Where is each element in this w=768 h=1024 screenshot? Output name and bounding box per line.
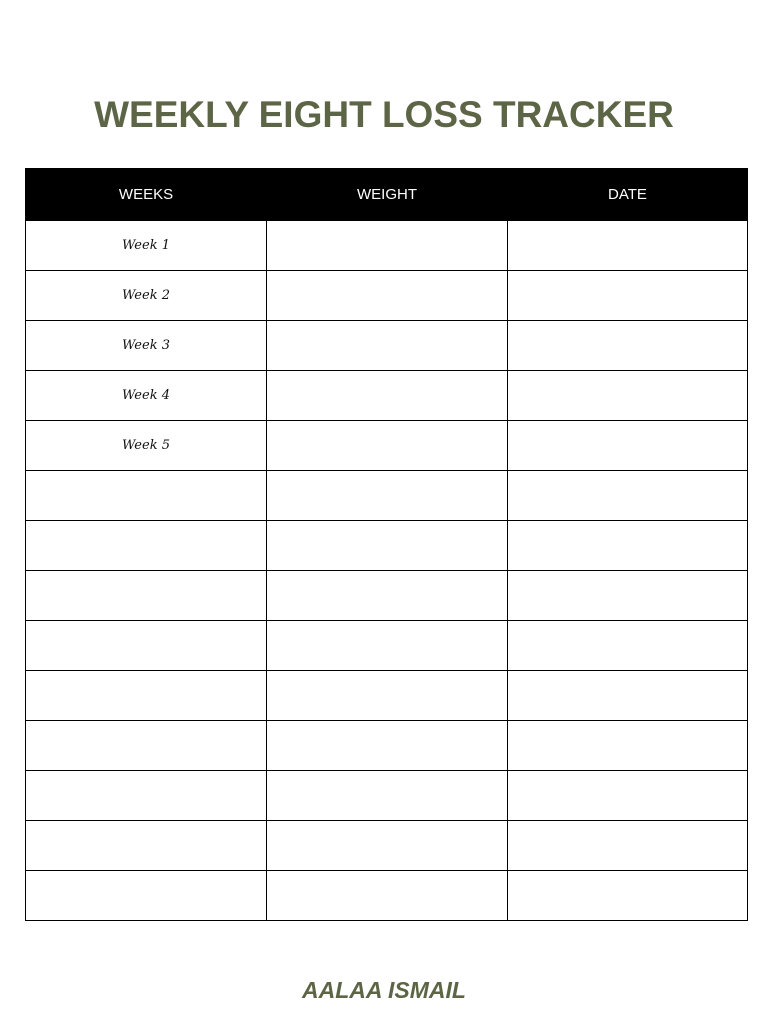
week-cell: Week 2 bbox=[26, 271, 267, 321]
weight-cell bbox=[267, 721, 508, 771]
table-row bbox=[26, 271, 748, 321]
weight-cell bbox=[267, 571, 508, 621]
week-cell bbox=[26, 671, 267, 721]
table-row bbox=[26, 371, 748, 421]
date-cell bbox=[508, 571, 748, 621]
weight-cell bbox=[267, 221, 508, 271]
week-cell: Week 5 bbox=[26, 421, 267, 471]
table-row bbox=[26, 821, 748, 871]
week-cell bbox=[26, 571, 267, 621]
column-header-date: DATE bbox=[508, 169, 748, 221]
table-row bbox=[26, 221, 748, 271]
week-cell: Week 1 bbox=[26, 221, 267, 271]
week-cell bbox=[26, 771, 267, 821]
date-cell bbox=[508, 471, 748, 521]
weight-cell bbox=[267, 371, 508, 421]
date-cell bbox=[508, 321, 748, 371]
column-header-weight: WEIGHT bbox=[267, 169, 508, 221]
weight-cell bbox=[267, 871, 508, 921]
date-cell bbox=[508, 421, 748, 471]
table-row bbox=[26, 421, 748, 471]
table-row bbox=[26, 521, 748, 571]
table-row bbox=[26, 871, 748, 921]
weight-cell bbox=[267, 771, 508, 821]
date-cell bbox=[508, 271, 748, 321]
date-cell bbox=[508, 721, 748, 771]
week-cell bbox=[26, 621, 267, 671]
weight-cell bbox=[267, 271, 508, 321]
page-title: WEEKLY EIGHT LOSS TRACKER bbox=[94, 94, 674, 135]
date-cell bbox=[508, 771, 748, 821]
date-cell bbox=[508, 521, 748, 571]
table-row bbox=[26, 571, 748, 621]
weight-cell bbox=[267, 621, 508, 671]
week-cell bbox=[26, 521, 267, 571]
table-row bbox=[26, 621, 748, 671]
date-cell bbox=[508, 371, 748, 421]
table-row bbox=[26, 671, 748, 721]
date-cell bbox=[508, 221, 748, 271]
weight-cell bbox=[267, 421, 508, 471]
date-cell bbox=[508, 821, 748, 871]
table-row bbox=[26, 321, 748, 371]
date-cell bbox=[508, 671, 748, 721]
column-header-weeks: WEEKS bbox=[26, 169, 267, 221]
week-cell bbox=[26, 471, 267, 521]
week-cell: Week 4 bbox=[26, 371, 267, 421]
weight-cell bbox=[267, 671, 508, 721]
date-cell bbox=[508, 621, 748, 671]
week-cell bbox=[26, 821, 267, 871]
week-cell: Week 3 bbox=[26, 321, 267, 371]
table-body bbox=[26, 221, 748, 921]
weight-cell bbox=[267, 521, 508, 571]
weight-cell bbox=[267, 821, 508, 871]
weight-cell bbox=[267, 321, 508, 371]
table-header-row bbox=[26, 169, 748, 221]
table-row bbox=[26, 471, 748, 521]
week-cell bbox=[26, 871, 267, 921]
weight-tracker-table bbox=[25, 168, 748, 921]
table-row bbox=[26, 771, 748, 821]
week-cell bbox=[26, 721, 267, 771]
date-cell bbox=[508, 871, 748, 921]
weight-cell bbox=[267, 471, 508, 521]
author-name: AALAA ISMAIL bbox=[302, 977, 466, 1003]
table-row bbox=[26, 721, 748, 771]
